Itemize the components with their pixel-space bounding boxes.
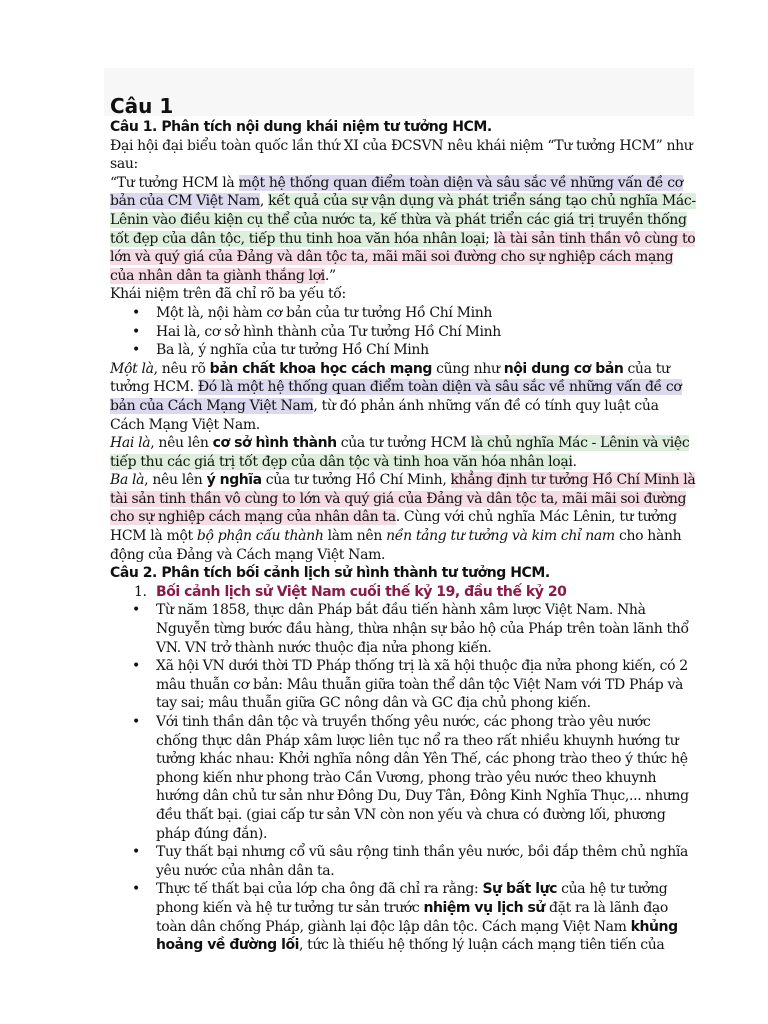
p2-bold: cơ sở hình thành [212, 435, 337, 452]
p1-text: , nêu rõ [153, 360, 210, 377]
bullet-text: của hệ tư tưởng phong kiến và hệ tư tưởng tư sản trước [156, 881, 668, 916]
factor-item: • Hai là, cơ sở hình thành của Tư tưởng Hồ Chí Minh [156, 323, 696, 342]
def-text: ; [485, 230, 494, 247]
def-text: “Tư tưởng HCM là [110, 174, 239, 191]
p3-text: của tư tưởng Hồ Chí Minh, [261, 472, 451, 489]
p3-lead: Ba là [110, 472, 145, 489]
def-text: , [259, 193, 269, 210]
p1-text: của tư tưởng HCM. [110, 360, 670, 396]
def-highlight-pink: là tài sản tinh thần vô cùng to lớn và quý giá của Đảng và dân tộc ta, mãi mãi soi đường cho sự nghiệp cách mạng của nhân dân ta giành thắng lợi [110, 230, 696, 284]
bullet-item: • Từ năm 1858, thực dân Pháp bắt đầu tiến hành xâm lược Việt Nam. Nhà Nguyễn từng bước đầu hàng, thừa nhận sự bảo hộ của Pháp trên toàn lãnh thổ VN. VN trở thành nước thuộc địa nửa phong kiến. [156, 601, 696, 657]
bullet-text: Thực tế thất bại của lớp cha ông đã chỉ ra rằng: [156, 881, 483, 898]
p3-text: làm nên [323, 528, 387, 545]
bullet-bold: Sự bất lực [482, 881, 557, 898]
bullet-item: • Với tinh thần dân tộc và truyền thống yêu nước, các phong trào yêu nước chống thực dân Pháp xâm lược liên tục nổ ra theo rất nhiều khuynh hướng tư tưởng khác nhau: Khởi nghĩa nông dân Yên Thế, các phong trào theo ý thức hệ phong kiến như phong trào Cần Vương, phong trào yêu nước theo khuynh hướng dân chủ tư sản như Đông Du, Duy Tân, Đông Kinh Nghĩa Thục,... nhưng đều thất bại. (giai cấp tư sản VN còn non yếu và chưa có đường lối, phương pháp đúng đắn). [156, 713, 696, 843]
p2-text: . [572, 453, 577, 470]
factor-list [110, 304, 696, 360]
p3-italic: nền tảng tư tưởng và kim chỉ nam [386, 528, 615, 545]
p1-text: , từ đó phản ánh những vấn đề có tính quy luật của Cách Mạng Việt Nam. [110, 397, 659, 433]
bullet-bold: nhiệm vụ lịch sử [423, 899, 545, 916]
heading-cau-1: Câu 1 [110, 94, 174, 118]
q2-bullet-list [110, 601, 696, 954]
q1-intro: Đại hội đại biểu toàn quốc lần thứ XI của ĐCSVN nêu khái niệm “Tư tưởng HCM” như sau: [110, 137, 693, 173]
section-number: 1. [134, 583, 147, 600]
p2-text: của tư tưởng HCM [336, 435, 471, 452]
bullet-item: • Tuy thất bại nhưng cổ vũ sâu rộng tinh thần yêu nước, bồi đắp thêm chủ nghĩa yêu nước của nhân dân ta. [156, 843, 696, 880]
q1-definition [110, 174, 696, 286]
p3-italic: bộ phận cấu thành [196, 528, 324, 545]
question-2-title: Câu 2. Phân tích bối cảnh lịch sử hình thành tư tưởng HCM. [110, 565, 550, 582]
bullet-bold: khủng hoảng về đường lối [156, 918, 678, 954]
bullet-text: , tức là thiếu hệ thống lý luận cách mạng tiên tiến của [298, 937, 665, 954]
p1-lead: Một là [110, 360, 154, 377]
p2-highlight-green: là chủ nghĩa Mác - Lênin và việc tiếp thu các giá trị tốt đẹp của dân tộc và tinh hoa văn hóa nhân loại [110, 435, 690, 470]
def-text: .” [324, 267, 336, 284]
factor-item: • Một là, nội hàm cơ bản của tư tưởng Hồ Chí Minh [156, 304, 696, 323]
p1-highlight-purple: Đó là một hệ thống quan điểm toàn diện và sâu sắc về những vấn đề cơ bản của Cách Mạng Việt Nam [110, 379, 682, 414]
section-title: Bối cảnh lịch sử Việt Nam cuối thế kỷ 19, đầu thế kỷ 20 [156, 583, 567, 600]
heading-band [104, 68, 694, 116]
factor-item: • Ba là, ý nghĩa của tư tưởng Hồ Chí Minh [156, 341, 696, 360]
p3-text: . Cùng với chủ nghĩa Mác Lênin, tư tưởng HCM là một [110, 509, 677, 545]
section-heading [134, 583, 696, 602]
def-highlight-purple: một hệ thống quan điểm toàn diện và sâu sắc về những vấn đề cơ bản của CM Việt Nam [110, 174, 683, 210]
p1-bold: bản chất khoa học cách mạng [209, 360, 432, 377]
def-highlight-green: kết quả của sự vận dụng và phát triển sáng tạo chủ nghĩa Mác-Lênin vào điều kiện cụ thể của nước ta, kế thừa và phát triển các giá trị truyền thống tốt đẹp của dân tộc, tiếp thu tinh hoa văn hóa nhân loại [110, 193, 696, 247]
p1-text: cũng như [432, 360, 504, 377]
p2-text: , nêu lên [150, 435, 213, 452]
three-factors-intro: Khái niệm trên đã chỉ rõ ba yếu tố: [110, 286, 346, 303]
question-1-title: Câu 1. Phân tích nội dung khái niệm tư tưởng HCM. [110, 119, 492, 135]
p2-lead: Hai là [110, 435, 151, 452]
bullet-item [156, 880, 696, 954]
paragraph-hai-la [110, 434, 696, 471]
p1-bold: nội dung cơ bản [503, 360, 624, 377]
bullet-text: đặt ra là lãnh đạo toàn dân chống Pháp, giành lại độc lập dân tộc. Cách mạng Việt Nam [156, 899, 668, 935]
paragraph-ba-la [110, 471, 696, 564]
p3-text: , nêu lên [144, 472, 207, 489]
p3-text: cho hành động của Đảng và Cách mạng Việt Nam. [110, 528, 682, 563]
p3-bold: ý nghĩa [206, 472, 262, 489]
q2-section-list [110, 583, 696, 602]
document-body [110, 118, 696, 955]
bullet-item: • Xã hội VN dưới thời TD Pháp thống trị là xã hội thuộc địa nửa phong kiến, có 2 mâu thuẫn cơ bản: Mâu thuẫn giữa toàn thể dân tộc Việt Nam với TD Pháp và tay sai; mâu thuẫn giữa GC nông dân và GC địa chủ phong kiến. [156, 657, 696, 713]
paragraph-mot-la [110, 360, 696, 434]
p3-highlight-pink: khẳng định tư tưởng Hồ Chí Minh là tài sản tinh thần vô cùng to lớn và quý giá của Đảng và dân tộc ta, mãi mãi soi đường cho sự nghiệp cách mạng của nhân dân ta [110, 472, 696, 526]
